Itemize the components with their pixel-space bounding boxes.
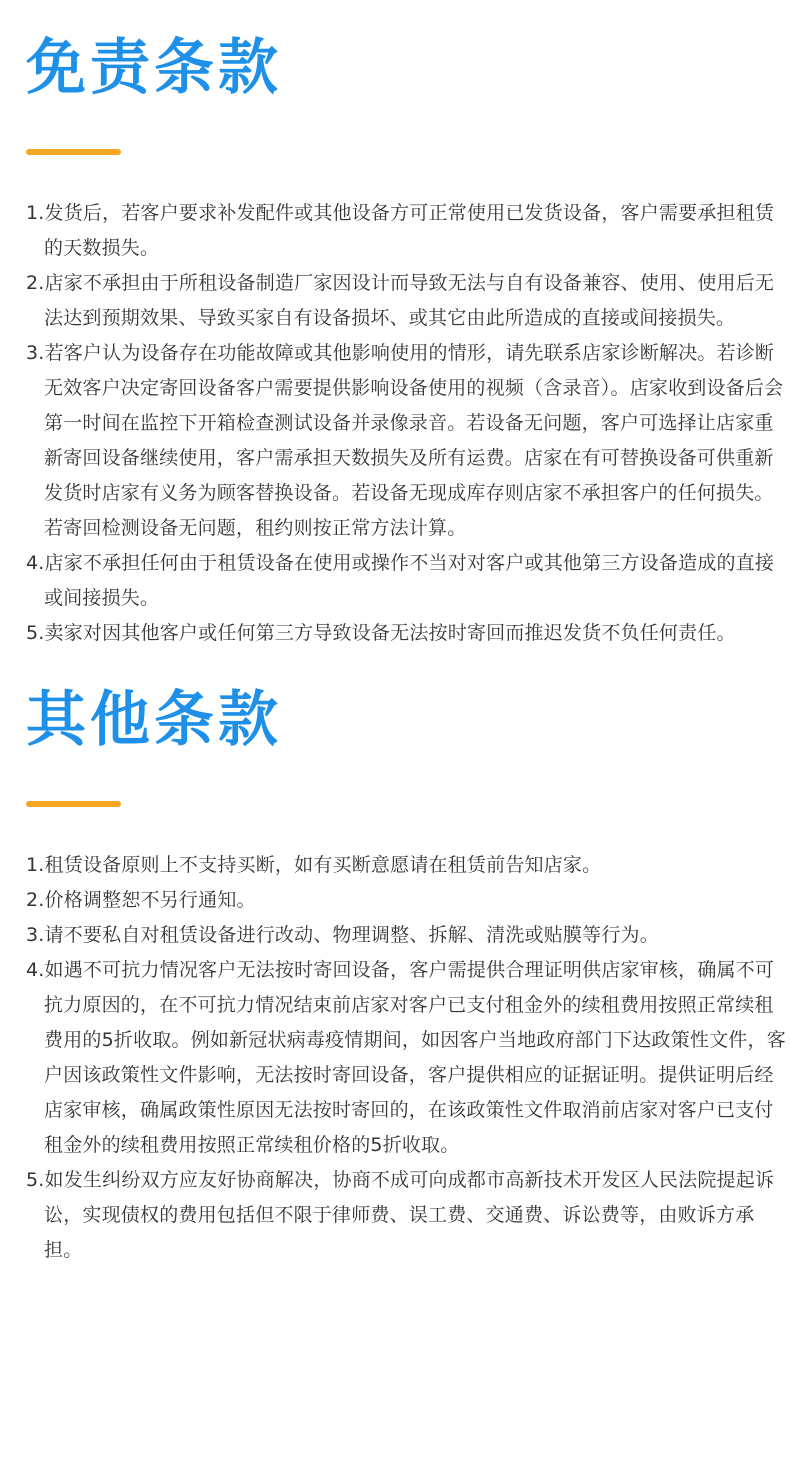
disclaimer-item-5: 5.卖家对因其他客户或任何第三方导致设备无法按时寄回而推迟发货不负任何责任。 — [26, 622, 736, 644]
disclaimer-accent-bar — [26, 149, 121, 155]
other-terms-item-2: 2.价格调整恕不另行通知。 — [26, 889, 256, 911]
other-terms-title: 其他条款 — [26, 685, 282, 755]
disclaimer-item-1: 1.发货后，若客户要求补发配件或其他设备方可正常使用已发货设备，客户需要承担租赁的天数损失。 — [26, 202, 775, 259]
disclaimer-item-2: 2.店家不承担由于所租设备制造厂家因设计而导致无法与自有设备兼容、使用、使用后无法达到预期效果、导致买家自有设备损坏、或其它由此所造成的直接或间接损失。 — [26, 272, 775, 329]
other-terms-item-3: 3.请不要私自对租赁设备进行改动、物理调整、拆解、清洗或贴膜等行为。 — [26, 924, 659, 946]
other-terms-item-4: 4.如遇不可抗力情况客户无法按时寄回设备，客户需提供合理证明供店家审核，确属不可抗力原因的，在不可抗力情况结束前店家对客户已支付租金外的续租费用按照正常续租费用的5折收取。例如新冠状病毒疫情期间，如因客户当地政府部门下达政策性文件，客户因该政策性文件影响，无法按时寄回设备，客户提供相应的证据证明。提供证明后经店家审核，确属政策性原因无法按时寄回的，在该政策性文件取消前店家对客户已支付租金外的续租费用按照正常续租价格的5折收取。 — [26, 959, 786, 1156]
disclaimer-item-4: 4.店家不承担任何由于租赁设备在使用或操作不当对对客户或其他第三方设备造成的直接或间接损失。 — [26, 552, 775, 609]
disclaimer-list — [26, 196, 786, 651]
disclaimer-title: 免责条款 — [26, 33, 282, 103]
other-terms-list — [26, 848, 786, 1268]
other-terms-item-5: 5.如发生纠纷双方应友好协商解决，协商不成可向成都市高新技术开发区人民法院提起诉讼，实现债权的费用包括但不限于律师费、误工费、交通费、诉讼费等，由败诉方承担。 — [26, 1169, 775, 1261]
disclaimer-item-3: 3.若客户认为设备存在功能故障或其他影响使用的情形，请先联系店家诊断解决。若诊断无效客户决定寄回设备客户需要提供影响设备使用的视频（含录音）。店家收到设备后会第一时间在监控下开箱检查测试设备并录像录音。若设备无问题，客户可选择让店家重新寄回设备继续使用，客户需承担天数损失及所有运费。店家在有可替换设备可供重新发货时店家有义务为顾客替换设备。若设备无现成库存则店家不承担客户的任何损失。若寄回检测设备无问题，租约则按正常方法计算。 — [26, 342, 784, 539]
other-terms-item-1: 1.租赁设备原则上不支持买断，如有买断意愿请在租赁前告知店家。 — [26, 854, 602, 876]
other-terms-accent-bar — [26, 801, 121, 807]
